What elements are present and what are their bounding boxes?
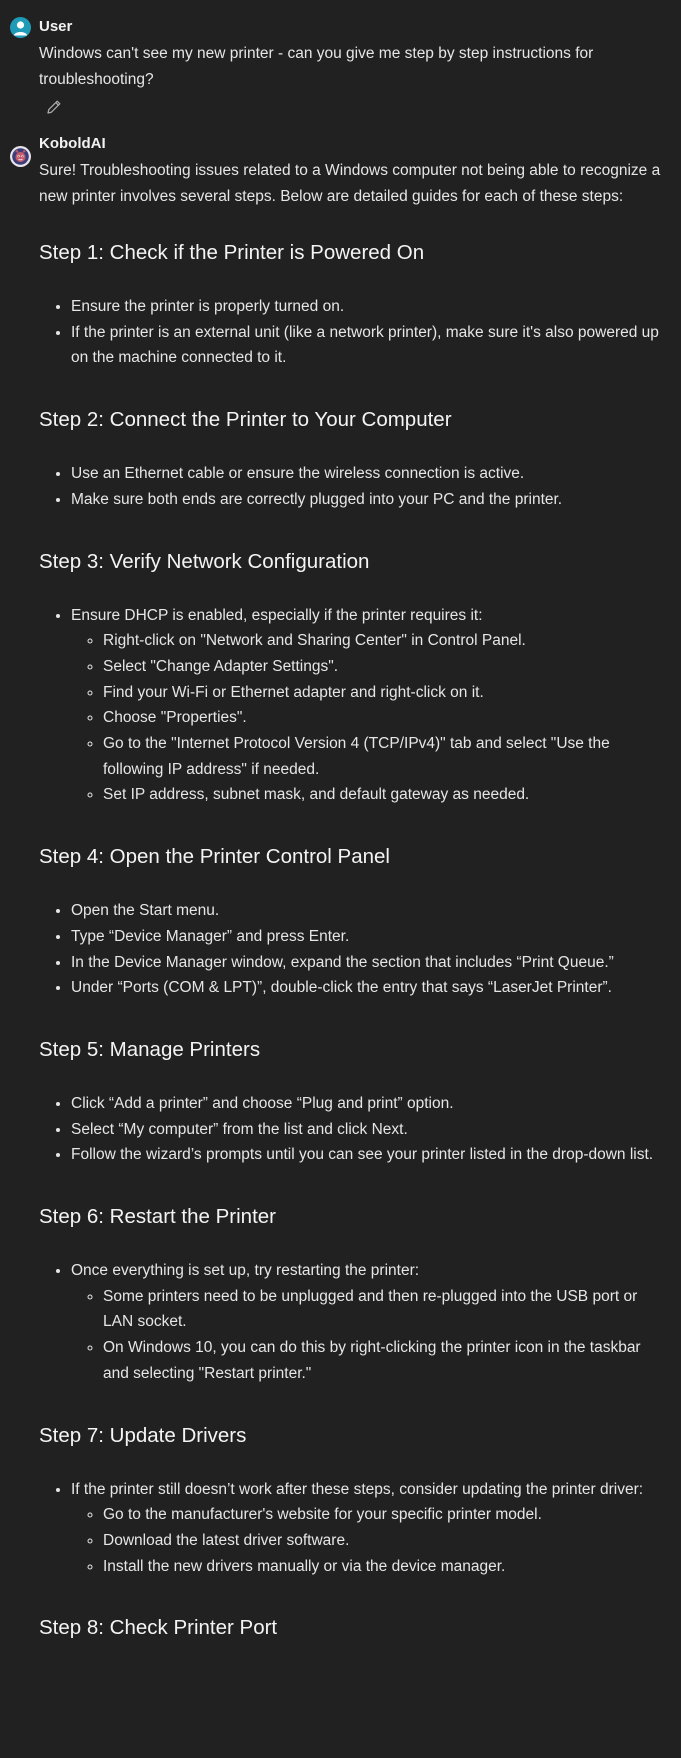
- step-heading: Step 8: Check Printer Port: [39, 1616, 278, 1640]
- sub-list: [71, 1284, 661, 1387]
- list-item-text: Click “Add a printer” and choose “Plug and print” option.: [71, 1094, 454, 1112]
- step-list: [39, 461, 661, 512]
- assistant-intro: Sure! Troubleshooting issues related to a Windows computer not being able to recognize a new printer involves several steps. Below are detailed guides for each of these steps:: [39, 162, 661, 205]
- step-heading: Step 7: Update Drivers: [39, 1423, 247, 1447]
- step-heading: Step 1: Check if the Printer is Powered On: [39, 241, 425, 264]
- sub-list: [71, 1502, 661, 1579]
- list-item: [71, 975, 661, 1001]
- step-section: [39, 1614, 661, 1642]
- step-list: [39, 1091, 661, 1168]
- step-heading: Step 2: Connect the Printer to Your Computer: [39, 408, 452, 432]
- step-section: [39, 406, 661, 512]
- step-list: [39, 603, 661, 809]
- sub-list-item: ◦ Download the latest driver software.: [103, 1528, 661, 1554]
- list-item-text: Type “Device Manager” and press Enter.: [71, 927, 350, 945]
- sub-list-item: ◦ Find your Wi-Fi or Ethernet adapter and right-click on it.: [103, 680, 661, 706]
- user-sender-name: User: [39, 18, 73, 35]
- sub-list-item: ◦ Select "Change Adapter Settings".: [103, 654, 661, 680]
- person-icon: [10, 17, 31, 38]
- user-message-text: Windows can't see my new printer - can you give me step by step instructions for troubleshooting?: [39, 45, 594, 88]
- step-list: [39, 1477, 661, 1580]
- sub-list-item: ◦ Install the new drivers manually or via the device manager.: [103, 1554, 661, 1580]
- list-item: [71, 1142, 661, 1168]
- list-item-text: Under “Ports (COM & LPT)”, double-click the entry that says “LaserJet Printer”.: [71, 979, 612, 997]
- step-heading: Step 5: Manage Printers: [39, 1037, 261, 1061]
- step-section: [39, 1422, 661, 1580]
- step-heading: Step 4: Open the Printer Control Panel: [39, 845, 390, 869]
- step-section: [39, 1203, 661, 1387]
- list-item: [71, 924, 661, 950]
- sub-list-item: ◦ Go to the manufacturer's website for your specific printer model.: [103, 1502, 661, 1528]
- pencil-icon[interactable]: [44, 97, 64, 117]
- step-list: [39, 294, 661, 371]
- list-item-text: If the printer still doesn’t work after these steps, consider updating the printer driver:: [71, 1480, 644, 1498]
- assistant-message: [0, 133, 681, 1642]
- step-section: [39, 239, 661, 371]
- list-item-text: If the printer is an external unit (like a network printer), make sure it's also powered up on the machine connected to it.: [71, 323, 659, 367]
- step-section: [39, 548, 661, 809]
- step-section: [39, 1036, 661, 1168]
- sub-list-item: ◦ On Windows 10, you can do this by right-clicking the printer icon in the taskbar and selecting "Restart printer.": [103, 1335, 661, 1386]
- list-item: [71, 1477, 661, 1580]
- list-item-text: Select “My computer” from the list and click Next.: [71, 1120, 408, 1138]
- kobold-avatar-icon: [10, 146, 31, 167]
- list-item: [71, 1258, 661, 1387]
- list-item: [71, 1117, 661, 1143]
- user-message: [0, 0, 681, 122]
- list-item-text: In the Device Manager window, expand the section that includes “Print Queue.”: [71, 953, 614, 971]
- sub-list-item: ◦ Set IP address, subnet mask, and default gateway as needed.: [103, 782, 661, 808]
- step-list: [39, 1258, 661, 1387]
- list-item: [71, 487, 661, 513]
- list-item: [71, 461, 661, 487]
- sub-list-item: ◦ Right-click on "Network and Sharing Center" in Control Panel.: [103, 628, 661, 654]
- list-item: [71, 320, 661, 371]
- list-item-text: Ensure DHCP is enabled, especially if the printer requires it:: [71, 606, 483, 624]
- sub-list-item: ◦ Go to the "Internet Protocol Version 4 (TCP/IPv4)" tab and select "Use the following IP address" if needed.: [103, 731, 661, 782]
- list-item: [71, 1091, 661, 1117]
- list-item: [71, 294, 661, 320]
- sub-list-item: ◦ Some printers need to be unplugged and then re-plugged into the USB port or LAN socket.: [103, 1284, 661, 1335]
- assistant-sender-name: KoboldAI: [39, 135, 106, 152]
- list-item: [71, 950, 661, 976]
- list-item: [71, 603, 661, 809]
- list-item-text: Once everything is set up, try restarting the printer:: [71, 1262, 420, 1280]
- sub-list: [71, 628, 661, 808]
- list-item: [71, 898, 661, 924]
- step-heading: Step 6: Restart the Printer: [39, 1205, 277, 1229]
- steps-container: [39, 239, 661, 1642]
- list-item-text: Use an Ethernet cable or ensure the wireless connection is active.: [71, 465, 525, 483]
- list-item-text: Ensure the printer is properly turned on.: [71, 298, 345, 315]
- list-item-text: Make sure both ends are correctly plugged into your PC and the printer.: [71, 490, 563, 508]
- sub-list-item: ◦ Choose "Properties".: [103, 705, 661, 731]
- step-list: [39, 898, 661, 1001]
- list-item-text: Follow the wizard’s prompts until you can see your printer listed in the drop-down list.: [71, 1146, 654, 1164]
- step-section: [39, 843, 661, 1001]
- list-item-text: Open the Start menu.: [71, 902, 220, 920]
- step-heading: Step 3: Verify Network Configuration: [39, 549, 370, 573]
